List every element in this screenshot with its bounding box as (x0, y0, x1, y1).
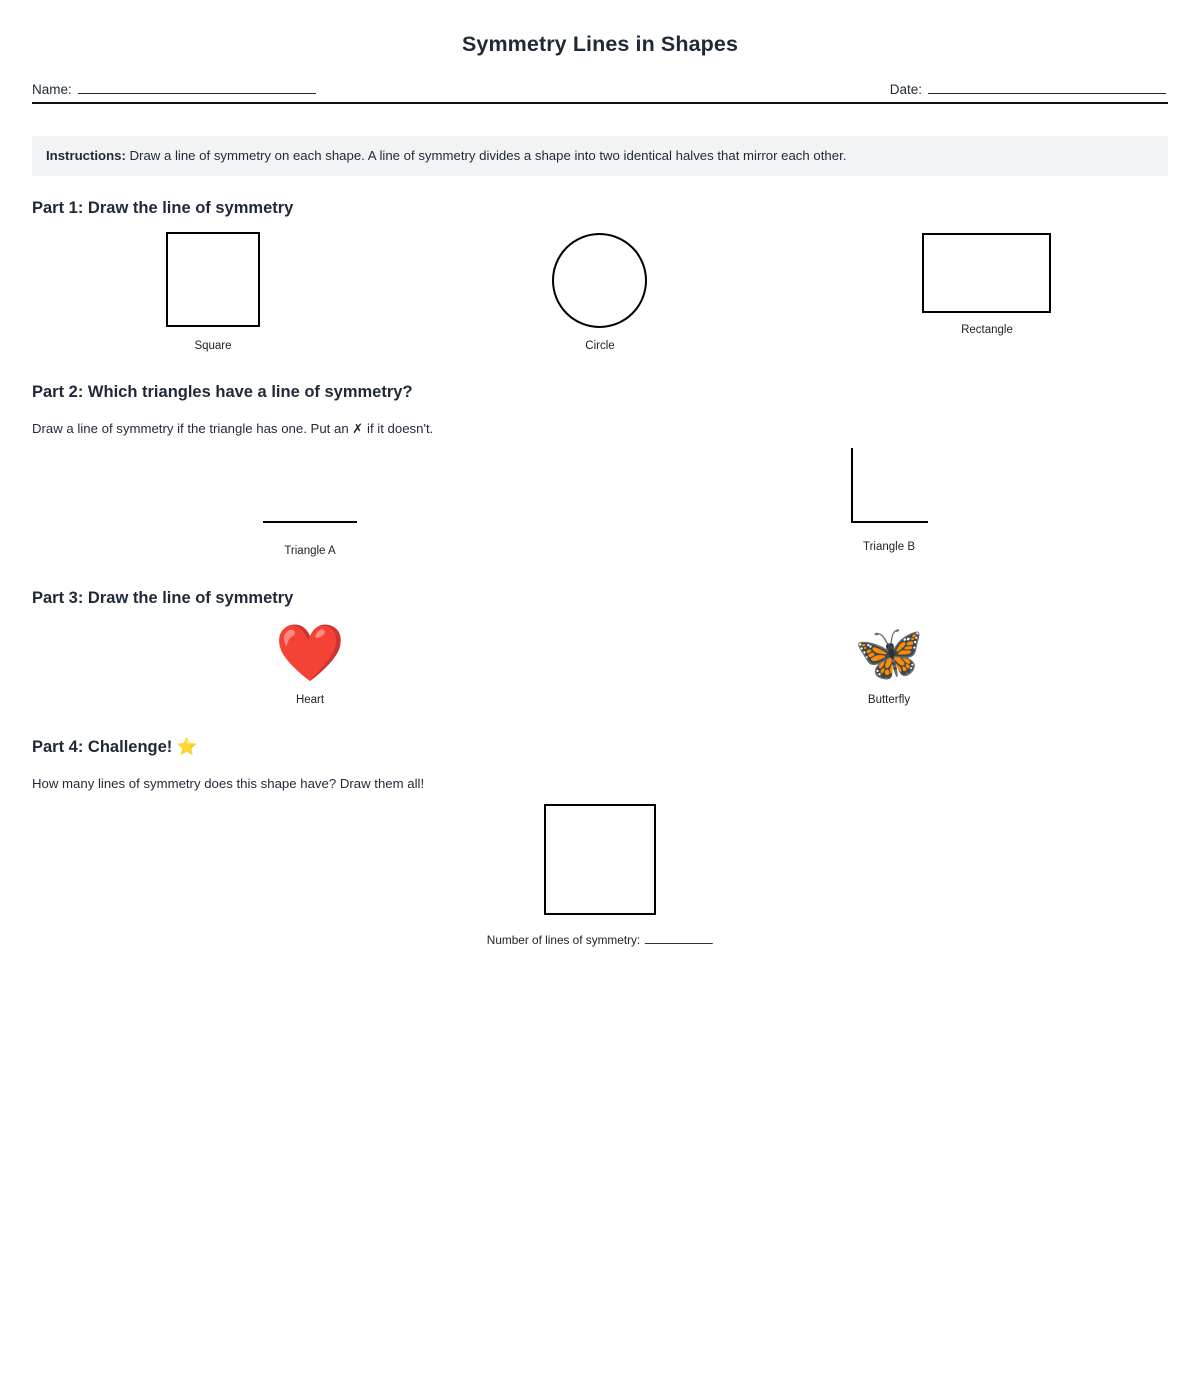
date-input-blank[interactable] (928, 80, 1166, 94)
header-divider (32, 102, 1168, 104)
triangle-horizontal-leg-icon[interactable] (851, 521, 928, 523)
figure-label: Triangle B (863, 541, 915, 553)
circle-outline-icon[interactable] (552, 233, 647, 328)
page-title: Symmetry Lines in Shapes (461, 32, 739, 56)
figure-label: Triangle A (284, 545, 336, 557)
part-2-subtext: Draw a line of symmetry if the triangle has one. Put an ✗ if it doesn't. (32, 421, 434, 436)
part-4-subtext: How many lines of symmetry does this shape have? Draw them all! (32, 776, 425, 791)
name-field-group (32, 80, 316, 97)
name-label: Name: (32, 82, 72, 97)
name-date-row (32, 80, 1168, 102)
figure-label: Rectangle (961, 324, 1013, 336)
figure-label: Heart (295, 694, 325, 706)
instructions-text: Draw a line of symmetry on each shape. A line of symmetry divides a shape into two identical halves that mirror each other. (129, 148, 847, 163)
answer-label: Number of lines of symmetry: (486, 933, 641, 947)
date-field-group (890, 80, 1166, 97)
figure-label: Square (194, 340, 232, 352)
instructions-box (32, 136, 1168, 176)
answer-input-blank[interactable] (645, 931, 713, 944)
part-1-heading: Part 1: Draw the line of symmetry (32, 199, 294, 217)
instructions-label: Instructions: (46, 148, 126, 163)
heart-emoji-icon[interactable]: ❤️ (275, 621, 345, 686)
date-label: Date: (889, 82, 922, 97)
answer-row (487, 931, 713, 947)
triangle-base-line-icon[interactable] (263, 521, 357, 523)
part-4-heading (32, 737, 197, 757)
butterfly-emoji-icon[interactable]: 🦋 (854, 621, 924, 686)
rectangle-outline-icon[interactable] (922, 233, 1051, 313)
figure-label: Butterfly (867, 694, 911, 706)
name-input-blank[interactable] (78, 80, 316, 94)
square-outline-icon[interactable] (166, 232, 260, 327)
part-4-heading-text: Part 4: Challenge! (32, 738, 173, 756)
square-outline-icon[interactable] (544, 804, 656, 915)
part-3-heading: Part 3: Draw the line of symmetry (32, 589, 294, 607)
figure-label: Circle (585, 340, 615, 352)
part-2-heading: Part 2: Which triangles have a line of symmetry? (32, 383, 413, 401)
star-icon: ⭐ (176, 737, 198, 756)
triangle-vertical-leg-icon[interactable] (851, 448, 853, 523)
